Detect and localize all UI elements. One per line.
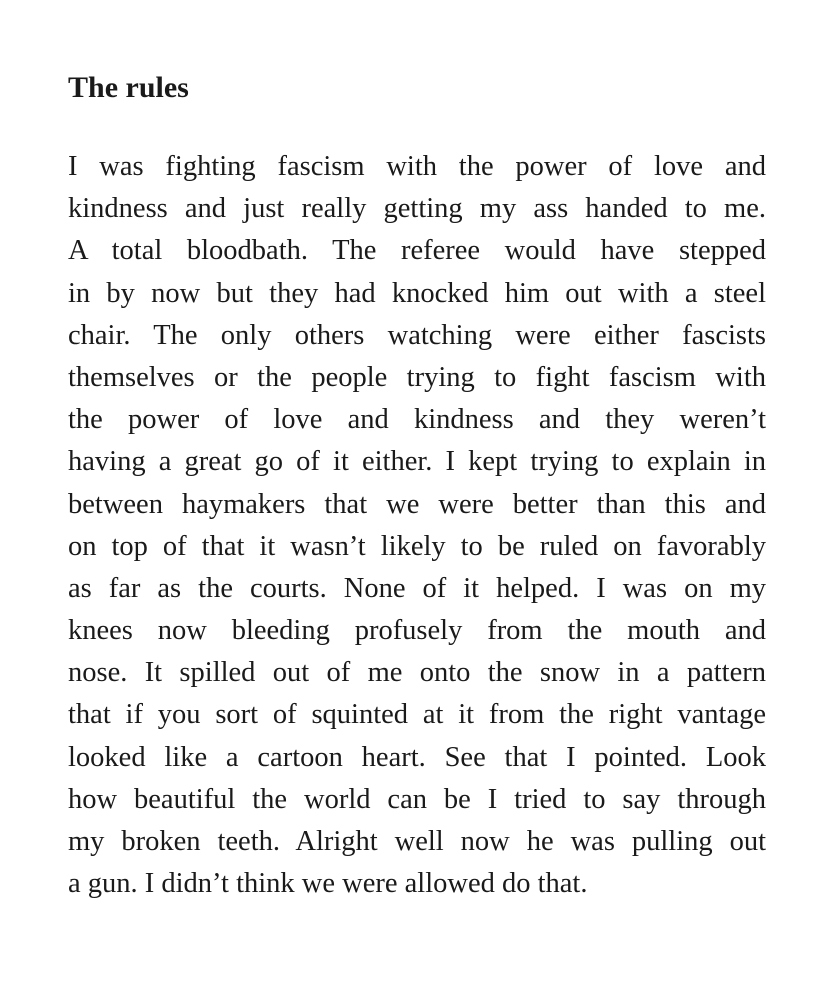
text-line-14: that if you sort of squinted at it from the right vantage [68, 699, 766, 731]
text-line-3: A total bloodbath. The referee would have stepped [68, 235, 766, 267]
page-title: The rules [68, 71, 189, 104]
text-line-2: kindness and just really getting my ass handed to me. [68, 193, 766, 225]
text-line-8: having a great go of it either. I kept trying to explain in [68, 446, 766, 478]
text-line-5: chair. The only others watching were either fascists [68, 319, 766, 351]
text-line-6: themselves or the people trying to fight fascism with [68, 361, 766, 393]
text-line-11: as far as the courts. None of it helped. I was on my [68, 572, 766, 604]
text-line-12: knees now bleeding profusely from the mouth and [68, 615, 766, 647]
text-line-15: looked like a cartoon heart. See that I pointed. Look [68, 741, 766, 773]
text-line-7: the power of love and kindness and they weren’t [68, 404, 766, 436]
text-line-4: in by now but they had knocked him out with a steel [68, 277, 766, 309]
text-line-17: my broken teeth. Alright well now he was pulling out [68, 826, 766, 857]
text-line-9: between haymakers that we were better than this and [68, 488, 766, 520]
text-line-10: on top of that it wasn’t likely to be ruled on favorably [68, 530, 766, 562]
body-paragraph [68, 146, 766, 905]
text-line-1: I was fighting fascism with the power of love and [68, 151, 766, 182]
text-line-13: nose. It spilled out of me onto the snow in a pattern [68, 657, 766, 689]
text-line-16: how beautiful the world can be I tried to say through [68, 783, 766, 815]
text-line-18: a gun. I didn’t think we were allowed do that. [68, 868, 588, 900]
